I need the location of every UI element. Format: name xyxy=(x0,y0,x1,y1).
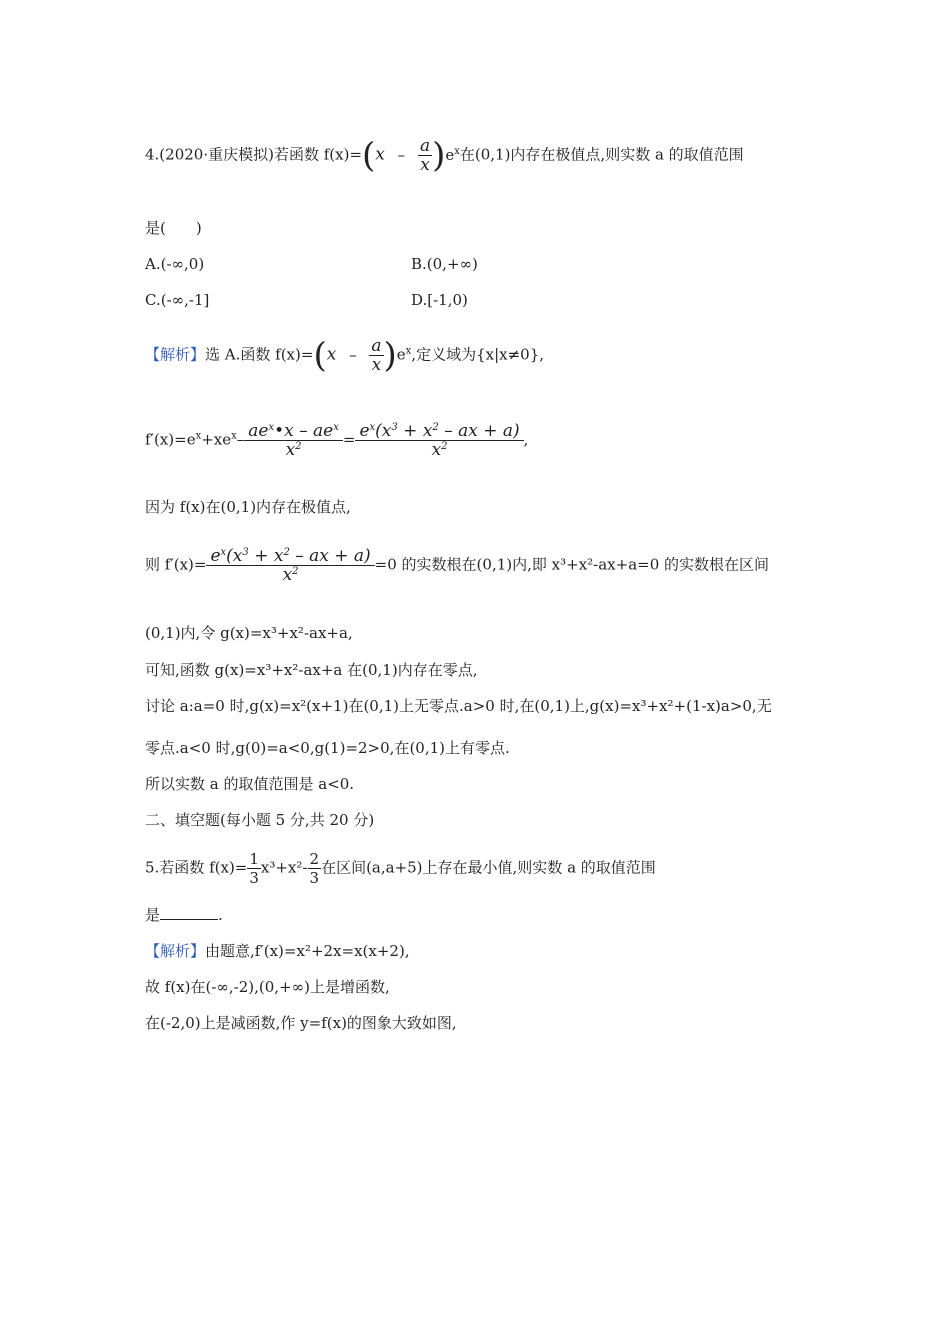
then-fraction: $\frac{e^x(x^3 + x^2 - ax + a)}{x^2}$ xyxy=(206,547,374,584)
sol4-because: 因为 f(x)在(0,1)内存在极值点, xyxy=(145,498,351,516)
q4-option-b: B.(0,+∞) xyxy=(411,255,478,273)
q4-option-c: C.(-∞,-1] xyxy=(145,291,210,309)
section-title: 二、填空题(每小题 5 分,共 20 分) xyxy=(145,811,375,829)
sol4-discuss: 讨论 a:a=0 时,g(x)=x²(x+1)在(0,1)上无零点.a>0 时,在(0,1)上,g(x)=x³+x²+(1-x)a>0,无 xyxy=(145,697,772,715)
sol4-then: 则 f′(x)= $\frac{e^x(x^3 + x^2 - ax + a)}{x^2}$ =0 的实数根在(0,1)内,即 x³+x²-ax+a=0 的实数根在区间 xyxy=(145,546,770,585)
q5-stem: 5.若函数 f(x)= $\frac{1}{3}$ x³+x²- $\frac{2}{3}$ 在区间(a,a+5)上存在最小值,则实数 a 的取值范围 xyxy=(145,850,656,887)
math-x: x xyxy=(375,144,385,165)
q4-prefix: 4.(2020·重庆模拟)若函数 f(x)= xyxy=(145,145,363,164)
q4-stem xyxy=(145,137,744,174)
fraction-a-over-x: $\frac{a}{x}$ xyxy=(419,136,431,175)
sol4-domain: ,定义域为{x|x≠0}, xyxy=(411,345,545,364)
answer-blank xyxy=(160,907,218,920)
sol4-text1: 选 A.函数 f(x)= xyxy=(205,345,314,364)
analysis-tag: 【解析】 xyxy=(145,345,206,364)
left-paren: ( xyxy=(313,335,327,376)
sol4-line1: 【解析】选 A.函数 f(x)=(x – $\frac{a}{x}$ )$e^x$,定义域为{x|x≠0}, xyxy=(145,335,545,376)
q4-suffix: 在(0,1)内存在极值点,则实数 a 的取值范围 xyxy=(459,145,744,164)
fraction-one-third: $\frac{1}{3}$ xyxy=(249,850,259,887)
sol4-conclusion: 所以实数 a 的取值范围是 a<0. xyxy=(145,775,355,793)
sol4-let-g: (0,1)内,令 g(x)=x³+x²-ax+a, xyxy=(145,624,353,642)
sol5-line1: 【解析】由题意,f′(x)=x²+2x=x(x+2), xyxy=(145,942,410,960)
derivative-fraction-2: $\frac{e^x(x^3 + x^2 - ax + a)}{x^2}$ xyxy=(355,422,523,459)
right-paren: ) xyxy=(432,135,446,176)
q4-option-a: A.(-∞,0) xyxy=(145,255,205,273)
derivative-fraction-1: $\frac{ae^x•x - ae^x}{x^2}$ xyxy=(244,422,343,459)
analysis-tag: 【解析】 xyxy=(145,942,206,960)
e-power-x: $e^x$ xyxy=(445,145,460,164)
q4-option-d: D.[-1,0) xyxy=(411,291,468,309)
q5-line2: 是 . xyxy=(145,906,223,924)
q4-line2: 是( ) xyxy=(145,219,202,237)
sol4-derivative: $f'(x)=e^x+xe^x-$ $\frac{ae^x•x - ae^x}{x^2}$ = $\frac{e^x(x^3 + x^2 - ax + a)}{x^2}$ , xyxy=(145,421,529,460)
right-paren: ) xyxy=(383,335,397,376)
sol4-zero: 零点.a<0 时,g(0)=a<0,g(1)=2>0,在(0,1)上有零点. xyxy=(145,739,510,757)
sol5-line3: 在(-2,0)上是减函数,作 y=f(x)的图象大致如图, xyxy=(145,1014,457,1032)
fraction-two-thirds: $\frac{2}{3}$ xyxy=(309,850,320,887)
fraction-a-over-x: $\frac{a}{x}$ xyxy=(371,336,382,375)
sol4-know: 可知,函数 g(x)=x³+x²-ax+a 在(0,1)内存在零点, xyxy=(145,661,478,679)
sol5-line2: 故 f(x)在(-∞,-2),(0,+∞)上是增函数, xyxy=(145,978,390,996)
math-minus: – xyxy=(397,145,406,164)
left-paren: ( xyxy=(362,135,376,176)
